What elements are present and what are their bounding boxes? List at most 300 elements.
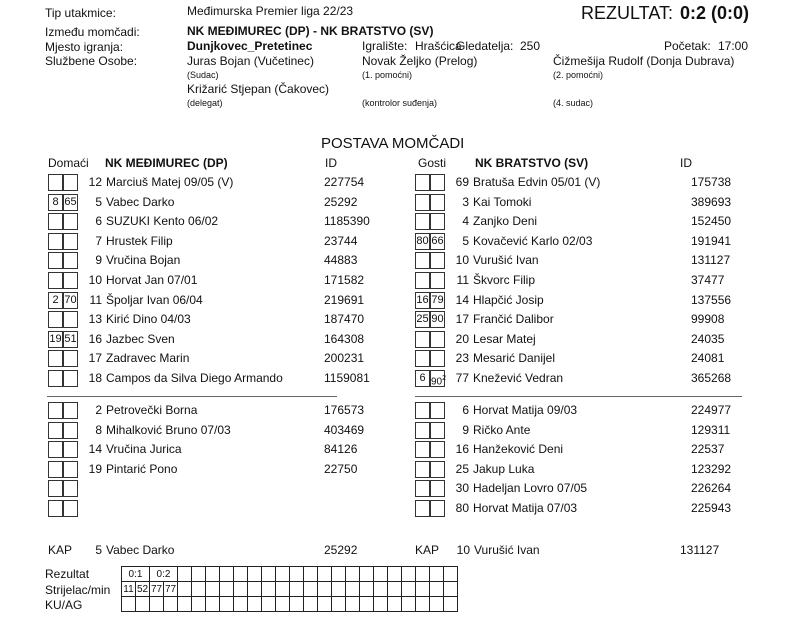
grid-cell <box>290 567 304 582</box>
kickoff-label: Početak: <box>664 39 711 53</box>
away-sub-box-2 <box>430 461 445 478</box>
home-starter-number: 9 <box>95 253 102 268</box>
home-starter-number: 5 <box>95 194 102 209</box>
away-starter-number: 10 <box>455 253 469 268</box>
grid-cell <box>206 582 220 597</box>
away-sub-id: 224977 <box>691 403 732 417</box>
away-starter-number: 20 <box>455 331 469 346</box>
grid-cell <box>248 582 262 597</box>
grid-row-ku-ag <box>122 597 458 612</box>
away-sub-number: 30 <box>455 481 469 496</box>
between-label: Između momčadi: <box>45 25 140 39</box>
home-starter-number: 17 <box>88 351 102 366</box>
away-starter-row <box>415 370 745 389</box>
home-starter-box-1: 8 <box>48 194 63 211</box>
home-starter-id: 227754 <box>324 175 365 189</box>
grid-cell <box>416 582 430 597</box>
grid-minute-cell: 52 <box>136 583 149 595</box>
grid-cell <box>402 567 416 582</box>
away-starter-name: Lesar Matej <box>473 331 536 346</box>
home-starter-box-2 <box>63 213 78 230</box>
away-starter-name: Bratuša Edvin 05/01 (V) <box>473 175 601 189</box>
grid-cell <box>192 597 206 612</box>
home-sub-box-1 <box>48 500 63 517</box>
away-starter-name: Zanjko Deni <box>473 214 538 229</box>
home-team-name: NK MEĐIMUREC (DP) <box>105 156 228 170</box>
home-starter-box-1: 19 <box>48 331 63 348</box>
away-sub-row <box>415 441 745 460</box>
away-sub-id: 123292 <box>691 461 732 476</box>
grid-row-result <box>122 567 458 582</box>
away-divider <box>415 396 742 397</box>
away-starter-number: 23 <box>455 351 469 366</box>
grid-cell <box>346 597 360 612</box>
grid-result-cell: 0:2 <box>150 567 178 582</box>
official-assistant1-name: Novak Željko (Prelog) <box>362 54 478 68</box>
kickoff-value: 17:00 <box>718 39 749 53</box>
home-sub-number: 2 <box>95 403 102 417</box>
away-starter-name: Kovačević Karlo 02/03 <box>473 233 593 248</box>
away-starter-id: 137556 <box>691 292 732 307</box>
grid-cell <box>430 597 444 612</box>
grid-cell <box>192 582 206 597</box>
away-starter-box-1 <box>415 272 430 289</box>
home-starter-name: Špoljar Ivan 06/04 <box>106 292 203 307</box>
away-starter-box-2-sup: 2 <box>442 375 447 382</box>
home-starter-id: 187470 <box>324 312 365 327</box>
home-sub-id: 403469 <box>324 422 365 437</box>
home-starter-box-1 <box>48 174 63 191</box>
away-sub-number: 25 <box>455 461 469 476</box>
home-sub-box-1 <box>48 480 63 497</box>
grid-cell <box>248 567 262 582</box>
home-starter-row <box>48 370 378 389</box>
grid-cell <box>234 567 248 582</box>
away-sub-box-2 <box>430 441 445 458</box>
home-sub-box-2 <box>63 480 78 497</box>
match-type-value: Međimurska Premier liga 22/23 <box>187 4 354 18</box>
home-starter-number: 12 <box>88 175 102 189</box>
grid-label-ku-ag: KU/AG <box>45 598 83 612</box>
away-starter-number: 77 <box>455 371 469 385</box>
grid-cell <box>346 567 360 582</box>
match-type-label: Tip utakmice: <box>45 6 116 20</box>
grid-cell <box>444 582 458 597</box>
away-sub-box-1 <box>415 402 430 419</box>
grid-cell <box>388 567 402 582</box>
away-starter-box-2 <box>430 174 445 191</box>
away-starter-box-2 <box>430 272 445 289</box>
away-label: Gosti <box>418 156 447 170</box>
grid-cell <box>388 582 402 597</box>
grid-minute-cell: 77 <box>150 583 163 595</box>
home-starter-id: 25292 <box>324 194 358 209</box>
home-starter-id: 44883 <box>324 253 358 268</box>
away-starter-id: 37477 <box>691 273 725 287</box>
home-starter-box-1 <box>48 311 63 328</box>
home-starter-box-2 <box>63 350 78 367</box>
grid-cell <box>276 582 290 597</box>
away-starter-number: 5 <box>462 233 469 248</box>
home-starter-number: 16 <box>88 331 102 346</box>
away-starter-id: 389693 <box>691 194 732 209</box>
grid-cell <box>276 567 290 582</box>
away-starter-box-1 <box>415 252 430 269</box>
venue-value: Dunjkovec_Pretetinec <box>187 39 313 53</box>
away-starter-row <box>415 252 745 271</box>
grid-cell <box>304 567 318 582</box>
grid-cell <box>164 597 178 612</box>
home-starter-box-1: 2 <box>48 292 63 309</box>
grid-label-result: Rezultat <box>45 567 90 581</box>
grid-cell <box>360 567 374 582</box>
lineup-title: POSTAVA MOMČADI <box>321 135 465 152</box>
away-starter-id: 24035 <box>691 331 725 346</box>
home-starter-row <box>48 213 378 232</box>
home-sub-box-2 <box>63 461 78 478</box>
grid-cell <box>206 567 220 582</box>
grid-cell <box>178 597 192 612</box>
away-starter-number: 3 <box>462 194 469 209</box>
away-sub-box-1 <box>415 441 430 458</box>
grid-cell <box>402 597 416 612</box>
away-captain-name: Vurušić Ivan <box>474 543 540 557</box>
home-sub-name: Pintarić Pono <box>106 461 178 476</box>
home-sub-row <box>48 500 378 519</box>
grid-cell <box>234 582 248 597</box>
home-starter-id: 164308 <box>324 331 365 346</box>
grid-cell <box>262 567 276 582</box>
official-referee-role: (Sudac) <box>187 70 219 80</box>
away-starter-box-1 <box>415 350 430 367</box>
home-sub-name: Mihalković Bruno 07/03 <box>106 422 231 437</box>
grid-cell <box>416 567 430 582</box>
away-starter-box-2 <box>430 350 445 367</box>
grid-cell <box>318 567 332 582</box>
home-starter-box-2 <box>63 272 78 289</box>
away-sub-id: 22537 <box>691 442 725 457</box>
grid-cell <box>234 597 248 612</box>
away-starter-id: 191941 <box>691 233 732 248</box>
home-sub-number: 19 <box>88 461 102 476</box>
away-starter-row <box>415 233 745 252</box>
away-starter-id: 24081 <box>691 351 725 366</box>
grid-cell <box>290 597 304 612</box>
away-sub-number: 16 <box>455 442 469 457</box>
grid-cell <box>318 582 332 597</box>
home-starter-box-1 <box>48 213 63 230</box>
home-divider <box>47 396 337 397</box>
away-starter-name: Vurušić Ivan <box>473 253 539 268</box>
away-sub-box-2 <box>430 480 445 497</box>
home-sub-row <box>48 441 378 460</box>
away-starter-row <box>415 272 745 291</box>
away-sub-name: Hanžeković Deni <box>473 442 564 457</box>
home-starter-box-2: 51 <box>63 331 78 348</box>
away-starter-box-1: 6 <box>415 370 430 387</box>
away-sub-row <box>415 422 745 441</box>
away-sub-box-2 <box>430 500 445 517</box>
home-sub-box-2 <box>63 500 78 517</box>
away-starter-box-1: 25 <box>415 311 430 328</box>
grid-cell <box>430 582 444 597</box>
home-starter-box-1 <box>48 252 63 269</box>
attendance-label: Gledatelja: <box>456 39 514 53</box>
away-starter-name: Mesarić Danijel <box>473 351 556 366</box>
home-captain-label: KAP <box>48 543 73 557</box>
grid-cell <box>318 597 332 612</box>
home-captain-id: 25292 <box>324 543 358 557</box>
away-starter-id: 99908 <box>691 312 725 327</box>
grid-cell <box>444 597 458 612</box>
grid-cell <box>290 582 304 597</box>
home-starter-number: 6 <box>95 214 102 229</box>
home-starter-name: Zadravec Marin <box>106 351 190 366</box>
away-starter-box-2: $90^2$ <box>430 370 445 387</box>
home-starter-number: 13 <box>88 312 102 327</box>
away-starter-number: 14 <box>455 292 469 307</box>
grid-cell <box>262 582 276 597</box>
grid-minute-cell: 11 <box>123 583 134 595</box>
home-sub-box-1 <box>48 402 63 419</box>
away-starter-name: Knežević Vedran <box>473 371 564 385</box>
away-captain-id: 131127 <box>680 543 720 557</box>
away-sub-row <box>415 461 745 480</box>
home-sub-id: 176573 <box>324 403 365 417</box>
home-starter-id: 200231 <box>324 351 365 366</box>
away-sub-name: Horvat Matija 07/03 <box>473 501 578 515</box>
grid-cell <box>220 597 234 612</box>
away-sub-box-2 <box>430 422 445 439</box>
grid-cell <box>192 567 206 582</box>
grid-result-cell: 0:1 <box>122 567 150 582</box>
home-starter-row <box>48 272 378 291</box>
away-team-name: NK BRATSTVO (SV) <box>475 156 589 170</box>
grid-cell <box>416 597 430 612</box>
home-starter-name: Vručina Bojan <box>106 253 181 268</box>
home-sub-row <box>48 461 378 480</box>
away-starter-box-1 <box>415 194 430 211</box>
away-starter-box-1: 16 <box>415 292 430 309</box>
home-captain-name: Vabec Darko <box>106 543 175 557</box>
home-starter-row <box>48 174 378 193</box>
away-starter-box-1 <box>415 174 430 191</box>
score-grid <box>121 566 458 612</box>
away-starter-name: Kai Tomoki <box>473 194 532 209</box>
result-value: 0:2 (0:0) <box>680 3 750 23</box>
grid-cell <box>178 582 192 597</box>
home-sub-id: 84126 <box>324 442 358 457</box>
home-starter-number: 18 <box>88 371 102 385</box>
away-starter-box-2 <box>430 252 445 269</box>
grid-cell <box>360 597 374 612</box>
away-sub-number: 80 <box>455 501 469 515</box>
away-starter-row <box>415 350 745 369</box>
grid-cell <box>374 597 388 612</box>
official-delegate-name: Križarić Stjepan (Čakovec) <box>187 82 330 96</box>
away-captain-label: KAP <box>415 543 440 557</box>
grid-cell <box>220 582 234 597</box>
grid-cell <box>262 597 276 612</box>
attendance-value: 250 <box>520 39 541 53</box>
away-starter-box-1 <box>415 331 430 348</box>
away-starter-id: 131127 <box>691 253 731 268</box>
away-starter-box-2: 90 <box>430 311 445 328</box>
home-starter-name: Marciuš Matej 09/05 (V) <box>106 175 234 189</box>
away-sub-row <box>415 402 745 421</box>
home-sub-row <box>48 422 378 441</box>
grid-cell <box>206 597 220 612</box>
home-sub-box-1 <box>48 441 63 458</box>
venue-label: Mjesto igranja: <box>45 40 124 54</box>
away-starter-name: Frančić Dalibor <box>473 312 554 327</box>
grid-cell <box>374 567 388 582</box>
grid-cell <box>346 582 360 597</box>
result-label: REZULTAT: <box>581 3 674 23</box>
home-starter-box-1 <box>48 350 63 367</box>
away-starter-box-1: 80 <box>415 233 430 250</box>
grid-cell <box>248 597 262 612</box>
grid-minute-cell: 77 <box>164 583 177 595</box>
away-sub-number: 6 <box>462 403 469 417</box>
away-id-header: ID <box>680 156 692 170</box>
away-starter-box-2 <box>430 213 445 230</box>
official-assistant1-role: (1. pomoćni) <box>362 70 413 80</box>
home-sub-name: Vručina Jurica <box>106 442 182 457</box>
home-starter-number: 10 <box>88 273 102 287</box>
away-starter-row <box>415 213 745 232</box>
home-starter-number: 11 <box>89 292 102 307</box>
home-sub-number: 8 <box>95 422 102 437</box>
home-sub-box-1 <box>48 461 63 478</box>
home-starter-id: 1159081 <box>324 371 370 385</box>
home-starter-name: Vabec Darko <box>106 194 175 209</box>
away-sub-id: 225943 <box>691 501 732 515</box>
home-sub-box-2 <box>63 422 78 439</box>
home-starter-row <box>48 252 378 271</box>
grid-label-scorer: Strijelac/min <box>45 583 111 597</box>
away-sub-box-1 <box>415 500 430 517</box>
home-starter-box-2: 70 <box>63 292 78 309</box>
home-sub-number: 14 <box>88 442 102 457</box>
home-starter-number: 7 <box>95 233 102 248</box>
away-starter-box-2 <box>430 194 445 211</box>
home-sub-box-2 <box>63 402 78 419</box>
home-starter-row <box>48 292 378 311</box>
home-starter-box-2 <box>63 311 78 328</box>
grid-cell <box>374 582 388 597</box>
home-starter-box-2 <box>63 370 78 387</box>
officials-label: Službene Osobe: <box>45 54 138 68</box>
home-starter-box-2: 65 <box>63 194 78 211</box>
grid-cell <box>430 567 444 582</box>
home-starter-row <box>48 350 378 369</box>
home-starter-box-1 <box>48 272 63 289</box>
away-starter-box-2 <box>430 331 445 348</box>
away-sub-box-1 <box>415 422 430 439</box>
home-sub-box-2 <box>63 441 78 458</box>
official-referee-name: Juras Bojan (Vučetinec) <box>187 54 314 68</box>
away-starter-name: Škvorc Filip <box>473 273 536 287</box>
grid-cell <box>304 597 318 612</box>
away-sub-box-2 <box>430 402 445 419</box>
away-starter-row <box>415 194 745 213</box>
away-starter-number: 17 <box>455 312 469 327</box>
home-starter-box-2 <box>63 233 78 250</box>
grid-cell <box>304 582 318 597</box>
grid-cell <box>276 597 290 612</box>
home-starter-row <box>48 233 378 252</box>
grid-cell <box>402 582 416 597</box>
grid-cell <box>332 597 346 612</box>
away-sub-row <box>415 480 745 499</box>
grid-row-scorer <box>122 582 458 597</box>
away-starter-box-2: 66 <box>430 233 445 250</box>
away-sub-id: 129311 <box>691 422 731 437</box>
home-sub-name: Petrovečki Borna <box>106 403 198 417</box>
away-starter-number: 11 <box>456 273 469 287</box>
home-starter-id: 219691 <box>324 292 365 307</box>
home-starter-row <box>48 311 378 330</box>
home-starter-box-1 <box>48 233 63 250</box>
home-sub-row <box>48 402 378 421</box>
grid-cell <box>360 582 374 597</box>
home-starter-name: SUZUKI Kento 06/02 <box>106 214 219 229</box>
home-starter-box-2 <box>63 252 78 269</box>
grid-cell <box>220 567 234 582</box>
away-starter-id: 152450 <box>691 214 732 229</box>
home-starter-box-1 <box>48 370 63 387</box>
grid-cell <box>178 567 192 582</box>
home-starter-id: 23744 <box>324 233 358 248</box>
away-starter-row <box>415 311 745 330</box>
away-starter-box-2: 79 <box>430 292 445 309</box>
home-sub-row <box>48 480 378 499</box>
ground-value: Hrašćica <box>415 39 462 53</box>
home-label: Domaći <box>48 156 89 170</box>
away-sub-id: 226264 <box>691 481 732 496</box>
official-controller-role: (kontrolor suđenja) <box>362 98 438 108</box>
home-starter-name: Campos da Silva Diego Armando <box>106 371 283 385</box>
away-sub-name: Hadeljan Lovro 07/05 <box>473 481 588 496</box>
grid-cell <box>150 597 164 612</box>
official-delegate-role: (delegat) <box>187 98 223 108</box>
away-sub-number: 9 <box>462 422 469 437</box>
grid-cell <box>332 582 346 597</box>
home-sub-box-1 <box>48 422 63 439</box>
away-captain-number: 10 <box>456 543 470 557</box>
home-starter-row <box>48 331 378 350</box>
home-starter-name: Jazbec Sven <box>106 331 175 346</box>
ground-label: Igralište: <box>362 39 408 53</box>
away-sub-box-1 <box>415 480 430 497</box>
grid-cell <box>388 597 402 612</box>
away-starter-row <box>415 292 745 311</box>
away-sub-name: Jakup Luka <box>473 461 535 476</box>
away-starter-box-1 <box>415 213 430 230</box>
home-captain-number: 5 <box>95 543 102 557</box>
grid-cell <box>332 567 346 582</box>
away-starter-number: 69 <box>455 175 469 189</box>
home-starter-id: 171582 <box>324 273 365 287</box>
official-assistant2-name: Čižmešija Rudolf (Donja Dubrava) <box>553 54 735 68</box>
home-starter-name: Hrustek Filip <box>106 233 173 248</box>
grid-cell <box>444 567 458 582</box>
away-starter-row <box>415 331 745 350</box>
away-sub-name: Horvat Matija 09/03 <box>473 403 578 417</box>
away-sub-box-1 <box>415 461 430 478</box>
official-fourth-role: (4. sudac) <box>553 98 594 108</box>
